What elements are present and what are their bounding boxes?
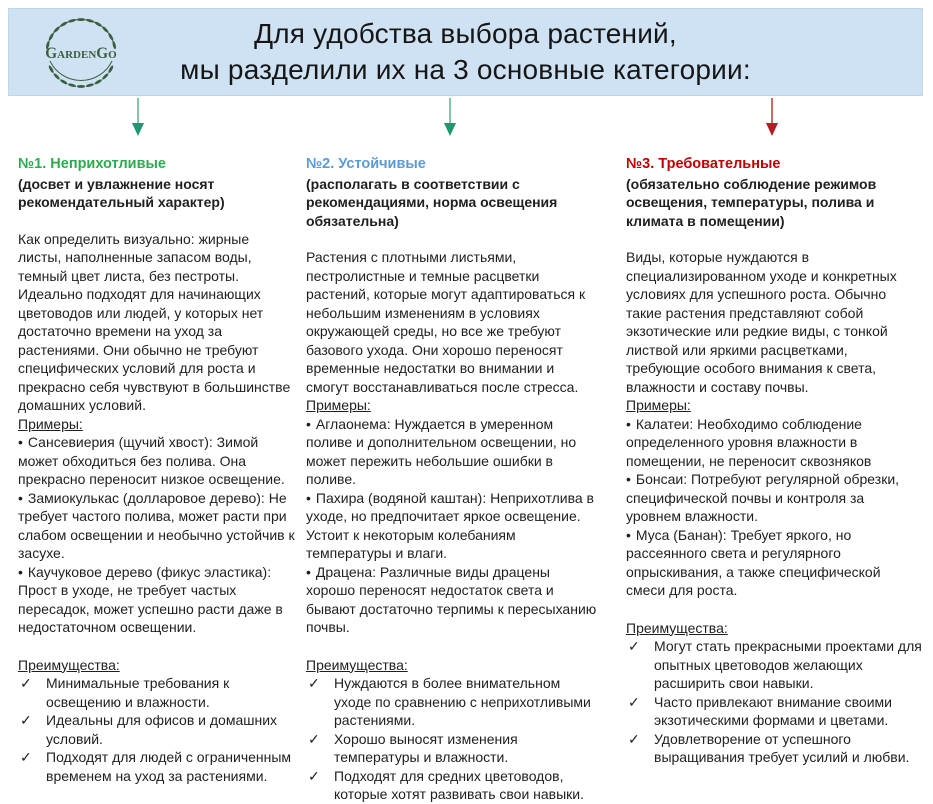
bullet-icon: • bbox=[626, 471, 631, 487]
bullet-icon: • bbox=[306, 415, 311, 432]
examples-label: Примеры: bbox=[18, 415, 83, 432]
down-arrow-icon-3 bbox=[766, 98, 778, 136]
example-item: • Бонсаи: Потребуют регулярной обрезки, специфической почвы и контроля за уровнем влажности. bbox=[626, 471, 900, 524]
down-arrow-icon-2 bbox=[444, 98, 456, 136]
example-item: • Сансевиерия (щучий хвост): Зимой может обходиться без полива. Она прекрасно переносит низкое освещение. bbox=[18, 434, 285, 487]
check-icon: ✓ bbox=[628, 730, 640, 747]
advantage-item: ✓ Удовлетворение от успешного выращивания требует усилий и любви. bbox=[628, 730, 910, 765]
gardengo-logo bbox=[33, 10, 129, 96]
bullet-icon: • bbox=[626, 415, 631, 432]
advantage-item: ✓ Подходят для средних цветоводов, которые хотят развивать свои навыки. bbox=[308, 767, 585, 802]
check-icon: ✓ bbox=[628, 638, 640, 654]
category-arrows bbox=[0, 96, 933, 138]
check-icon: ✓ bbox=[20, 712, 32, 728]
category-title: №2. Устойчивые bbox=[306, 156, 426, 172]
down-arrow-icon-1 bbox=[132, 98, 144, 136]
example-item: • Каучуковое дерево (фикус эластика): Прост в уходе, не требует частых пересадок, может успешно расти даже в недостаточном освещении. bbox=[18, 563, 283, 635]
example-item: • Аглаонема: Нуждается в умеренном поливе и дополнительном освещении, но может пережить небольшие ошибки в поливе. bbox=[306, 415, 577, 487]
page-title bbox=[180, 16, 751, 88]
category-title: №1. Неприхотливые bbox=[18, 156, 166, 172]
advantage-item: ✓ Нуждаются в более внимательном уходе по сравнению с неприхотливыми растениями. bbox=[308, 675, 591, 728]
bullet-icon: • bbox=[18, 563, 23, 580]
advantages-label: Преимущества: bbox=[626, 619, 728, 636]
page-title-line2: мы разделили их на 3 основные категории: bbox=[180, 54, 751, 85]
example-item: • Замиокулькас (долларовое дерево): Не требует частого полива, может расти при слабом освещении и необычно устойчив к засухе. bbox=[18, 489, 295, 561]
check-icon: ✓ bbox=[308, 675, 320, 691]
category-column-demanding bbox=[626, 155, 922, 767]
category-description: Растения с плотными листьями, пестролистные и темные расцветки растений, которые могут адаптироваться к небольшим изменениям в условиях окружающей среды, но все же требуют базового ухода. Они хорошо переносят временные недостатки во внимании и смогут восстанавливаться после стресса. bbox=[306, 249, 586, 395]
advantages-label: Преимущества: bbox=[306, 656, 408, 673]
example-item: • Муса (Банан): Требует яркого, но рассеянного света и регулярного опрыскивания, а также специфической смеси для роста. bbox=[626, 526, 881, 598]
example-item: • Пахира (водяной каштан): Неприхотлива в уходе, но предпочитает яркое освещение. Устоит к некоторым колебаниям температуры и влаги. bbox=[306, 489, 594, 561]
advantage-item: ✓ Часто привлекают внимание своими экзотическими формами и цветами. bbox=[628, 693, 892, 728]
bullet-icon: • bbox=[18, 434, 23, 450]
bullet-icon: • bbox=[626, 526, 631, 543]
check-icon: ✓ bbox=[308, 730, 320, 747]
advantages-label: Преимущества: bbox=[18, 656, 120, 673]
category-description: Как определить визуально: жирные листы, наполненные запасом воды, темный цвет листа, без пестроты. Идеально подходят для начинающих цветоводов или людей, у которых нет достаточно времени на уход за растениями. Они обычно не требуют специфических условий для роста и прекрасно себя чувствуют в большинстве домашних условий. bbox=[18, 230, 291, 413]
example-item: • Калатеи: Необходимо соблюдение определенного уровня влажности в помещении, не переносит сквозняков bbox=[626, 415, 872, 469]
advantage-item: ✓ Могут стать прекрасными проектами для опытных цветоводов желающих расширить свои навыки. bbox=[628, 638, 922, 691]
bullet-icon: • bbox=[306, 563, 311, 580]
category-column-unpretentious bbox=[18, 155, 296, 785]
advantage-item: ✓ Хорошо выносят изменения температуры и влажности. bbox=[308, 730, 518, 765]
check-icon: ✓ bbox=[308, 767, 320, 784]
page-title-line1: Для удобства выбора растений, bbox=[254, 18, 677, 49]
advantage-item: ✓ Идеальны для офисов и домашних условий. bbox=[20, 712, 278, 747]
categories-section bbox=[18, 155, 922, 804]
logo-text: GardenGo bbox=[45, 44, 117, 62]
category-description: Виды, которые нуждаются в специализированном уходе и конкретных условиях для успешного роста. Обычно такие растения представляют собой экзотические или редкие виды, с тонкой листвой или яркими расцветками, требующие особого внимания к света, влажности и составу почвы. bbox=[626, 249, 897, 395]
advantage-item: ✓ Минимальные требования к освещению и влажности. bbox=[20, 675, 230, 710]
category-subtitle: (обязательно соблюдение режимов освещения, температуры, полива и климата в помещении) bbox=[626, 175, 877, 229]
bullet-icon: • bbox=[306, 489, 311, 506]
category-subtitle: (располагать в соответствии с рекомендациями, норма освещения обязательна) bbox=[306, 175, 558, 229]
example-item: • Драцена: Различные виды драцены хорошо переносят недостаток света и бывают достаточно терпимы к пересыханию почвы. bbox=[306, 563, 597, 635]
category-title: №3. Требовательные bbox=[626, 156, 781, 172]
examples-label: Примеры: bbox=[306, 397, 371, 413]
bullet-icon: • bbox=[18, 489, 23, 506]
header-banner bbox=[8, 8, 923, 96]
check-icon: ✓ bbox=[628, 693, 640, 710]
check-icon: ✓ bbox=[20, 675, 32, 691]
category-column-resilient bbox=[306, 155, 601, 804]
category-subtitle: (досвет и увлажнение носят рекомендательный характер) bbox=[18, 175, 225, 210]
advantage-item: ✓ Подходят для людей с ограниченным временем на уход за растениями. bbox=[20, 749, 292, 784]
check-icon: ✓ bbox=[20, 749, 32, 765]
examples-label: Примеры: bbox=[626, 397, 691, 413]
